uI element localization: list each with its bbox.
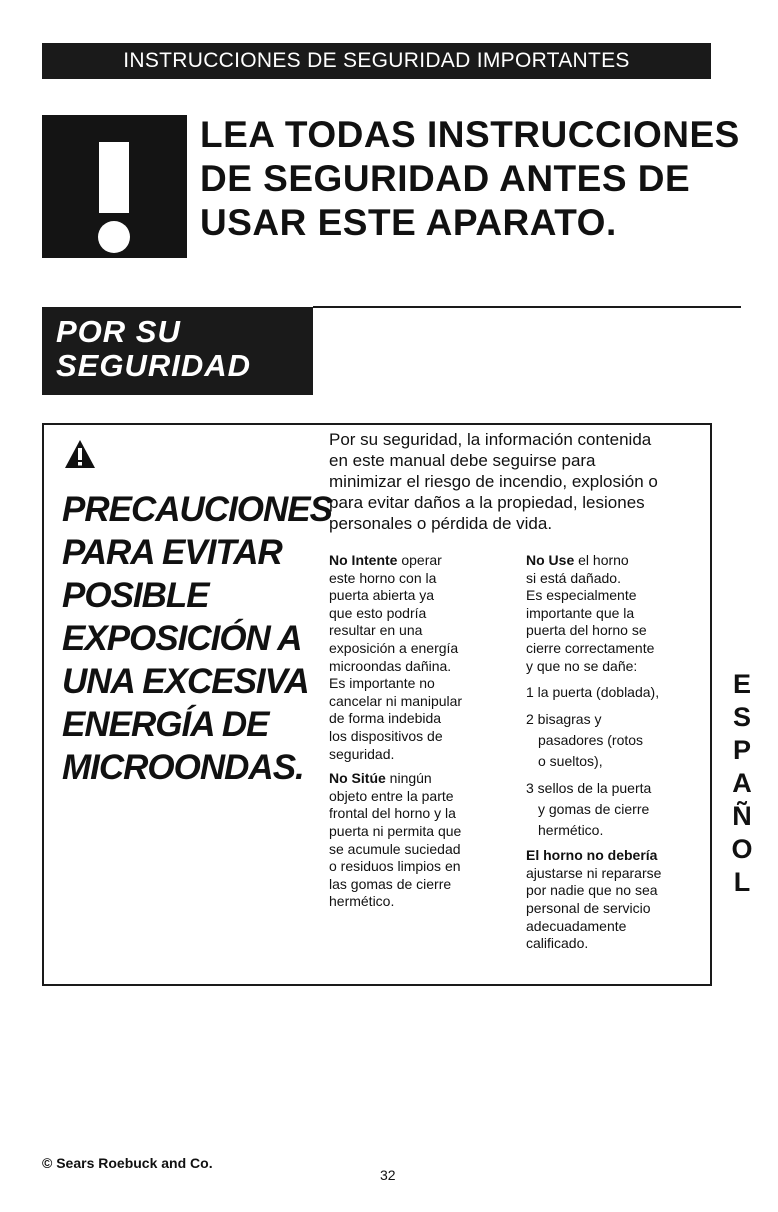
precautions-title-line: EXPOSICIÓN A — [62, 619, 302, 658]
section-heading — [42, 307, 313, 395]
precautions-title — [62, 488, 352, 789]
precautions-title-line: ENERGÍA DE — [62, 705, 269, 744]
right-column — [526, 552, 711, 960]
intro-line: para evitar daños a la propiedad, lesiones — [329, 493, 645, 512]
no-intente-paragraph — [329, 552, 514, 763]
intro-line: minimizar el riesgo de incendio, explosión o — [329, 472, 658, 491]
list-item-text: o sueltos), — [538, 753, 603, 770]
language-letter: O — [731, 834, 753, 864]
no-situe-paragraph — [329, 770, 514, 911]
main-title-line: LEA TODAS INSTRUCCIONES — [200, 114, 740, 155]
paragraph-line: Es importante no — [329, 675, 435, 692]
paragraph-line: calificado. — [526, 935, 589, 952]
precautions-title-line: PARA EVITAR — [62, 533, 282, 572]
paragraph-line: seguridad. — [329, 745, 395, 762]
language-letter: L — [733, 867, 751, 897]
exclamation-icon — [42, 115, 187, 258]
paragraph-line: cancelar ni manipular — [329, 692, 463, 709]
paragraph-line: las gomas de cierre — [329, 875, 452, 892]
no-use-paragraph — [526, 552, 711, 675]
language-label — [722, 668, 762, 899]
list-item-text: 1 la puerta (doblada), — [526, 684, 660, 701]
paragraph-line: exposición a energía — [329, 639, 459, 656]
paragraph-line: que esto podría — [329, 604, 427, 621]
divider — [313, 306, 741, 308]
paragraph-line: de forma indebida — [329, 710, 442, 727]
no-situe-label: No Sitúe — [329, 770, 386, 787]
paragraph-line: adecuadamente — [526, 917, 627, 934]
list-item-text: 3 sellos de la puerta — [526, 780, 652, 797]
intro-line: en este manual debe seguirse para — [329, 451, 596, 470]
list-item-text: y gomas de cierre — [538, 801, 650, 818]
list-item — [526, 682, 711, 703]
precautions-title-line: UNA EXCESIVA — [62, 662, 309, 701]
precautions-panel — [42, 423, 712, 986]
main-title — [200, 113, 740, 245]
intro-paragraph — [329, 429, 709, 534]
precautions-title-line: MICROONDAS. — [62, 748, 304, 787]
service-label: El horno no debería — [526, 847, 658, 864]
paragraph-line: ajustarse ni repararse — [526, 864, 662, 881]
paragraph-text: operar — [397, 552, 442, 568]
paragraph-line: se acumule suciedad — [329, 840, 461, 857]
no-use-label: No Use — [526, 552, 575, 568]
language-letter: Ñ — [732, 801, 752, 831]
paragraph-line: cierre correctamente — [526, 639, 655, 656]
main-title-line: DE SEGURIDAD ANTES DE — [200, 158, 691, 199]
paragraph-line: personal de servicio — [526, 899, 651, 916]
precautions-title-line: POSIBLE — [62, 576, 209, 615]
copyright: © Sears Roebuck and Co. — [42, 1155, 213, 1171]
paragraph-line: hermético. — [329, 893, 395, 910]
list-item-text: 2 bisagras y — [526, 711, 602, 728]
paragraph-line: puerta ni permita que — [329, 822, 462, 839]
language-letter: E — [732, 669, 751, 699]
service-paragraph — [526, 847, 711, 953]
paragraph-text: el horno — [574, 552, 629, 568]
left-column — [329, 552, 514, 918]
paragraph-line: este horno con la — [329, 569, 437, 586]
paragraph-line: puerta del horno se — [526, 622, 647, 639]
section-heading-line: POR SU — [56, 314, 181, 349]
precautions-title-line: PRECAUCIONES — [62, 490, 332, 529]
paragraph-line: si está dañado. — [526, 569, 621, 586]
intro-line: personales o pérdida de vida. — [329, 514, 553, 533]
safety-banner: INSTRUCCIONES DE SEGURIDAD IMPORTANTES — [42, 43, 711, 79]
section-heading-line: SEGURIDAD — [56, 348, 252, 383]
page-number: 32 — [380, 1167, 396, 1183]
paragraph-line: puerta abierta ya — [329, 587, 435, 604]
paragraph-line: resultar en una — [329, 622, 423, 639]
main-title-line: USAR ESTE APARATO. — [200, 202, 617, 243]
intro-line: Por su seguridad, la información contenida — [329, 430, 652, 449]
paragraph-line: por nadie que no sea — [526, 882, 658, 899]
paragraph-line: frontal del horno y la — [329, 805, 456, 822]
paragraph-line: y que no se dañe: — [526, 657, 638, 674]
no-intente-label: No Intente — [329, 552, 398, 568]
list-item-text: hermético. — [538, 822, 604, 839]
language-letter: P — [732, 735, 751, 765]
paragraph-line: Es especialmente — [526, 587, 637, 604]
list-item — [526, 778, 711, 841]
paragraph-line: microondas dañina. — [329, 657, 452, 674]
paragraph-line: importante que la — [526, 604, 635, 621]
list-item — [526, 709, 711, 772]
warning-triangle-icon — [64, 439, 96, 469]
paragraph-text: ningún — [385, 770, 432, 787]
paragraph-line: o residuos limpios en — [329, 858, 461, 875]
paragraph-line: objeto entre la parte — [329, 787, 454, 804]
paragraph-line: los dispositivos de — [329, 727, 443, 744]
language-letter: A — [732, 768, 752, 798]
list-item-text: pasadores (rotos — [538, 732, 644, 749]
language-letter: S — [732, 702, 751, 732]
